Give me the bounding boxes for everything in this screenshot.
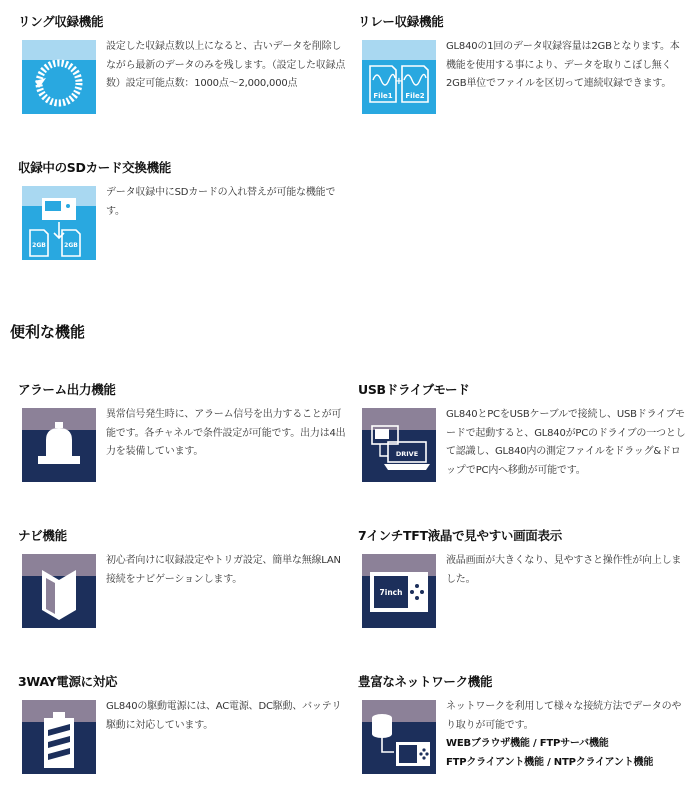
feature-title: ナビ機能	[18, 528, 67, 543]
ring-recording-icon	[22, 40, 96, 114]
alarm-bell-icon	[22, 408, 96, 482]
seven-inch-label: 7inch	[379, 588, 403, 597]
network-desc-text: ネットワークを利用して様々な接続方法でデータのやり取りが可能です。	[446, 701, 682, 731]
feature-description: GL840とPCをUSBケーブルで接続し、USBドライブモードで起動すると、GL840がPCのドライブの一つとして認識し、GL840内の測定ファイルをドラッグ&ドロップでPC内へ移動が可能です。	[446, 409, 686, 476]
svg-text:+: +	[394, 76, 404, 87]
feature-description: 異常信号発生時に、アラーム信号を出力することが可能です。各チャネルで条件設定が可能です。出力は4出力を装備しています。	[106, 409, 346, 457]
feature-title: 豊富なネットワーク機能	[358, 674, 493, 689]
usb-drive-icon	[362, 408, 436, 482]
sd-card-label: 2GB	[32, 242, 46, 249]
battery-icon	[22, 700, 96, 774]
file2-label: File2	[405, 92, 425, 100]
feature-description: GL840の駆動電源には、AC電源、DC駆動、バッテリ駆動に対応しています。	[106, 701, 342, 731]
feature-description: 液晶画面が大きくなり、見やすさと操作性が向上しました。	[446, 555, 682, 585]
drive-label: DRIVE	[395, 450, 419, 458]
navi-book-icon	[22, 554, 96, 628]
feature-title: USBドライブモード	[358, 382, 470, 397]
feature-description: GL840の1回のデータ収録容量は2GBとなります。本機能を使用する事により、データを取りこぼし無く2GB単位でファイルを区切って連続収録できます。	[446, 41, 680, 89]
feature-title: 3WAY電源に対応	[18, 674, 118, 689]
section-title: 便利な機能	[10, 323, 86, 341]
network-functions-line1: WEBブラウザ機能 / FTPサーバ機能	[446, 738, 609, 749]
feature-description	[446, 698, 686, 772]
network-functions-line2: FTPクライアント機能 / NTPクライアント機能	[446, 756, 654, 768]
feature-title: アラーム出力機能	[18, 382, 116, 397]
feature-title: 収録中のSDカード交換機能	[18, 160, 171, 175]
feature-title: リレー収録機能	[358, 14, 444, 29]
sd-card-label: 2GB	[64, 242, 78, 249]
sd-card-swap-icon	[22, 186, 96, 260]
feature-description: 設定した収録点数以上になると、古いデータを削除しながら最新のデータのみを残します。（設定した収録点数）設定可能点数：1000点～2,000,000点	[106, 41, 346, 89]
network-icon	[362, 700, 436, 774]
feature-title: 7インチTFT液晶で見やすい画面表示	[358, 528, 562, 543]
relay-recording-icon	[362, 40, 436, 114]
feature-description: 初心者向けに収録設定やトリガ設定、簡単な無線LAN接続をナビゲーションします。	[106, 555, 341, 585]
file1-label: File1	[373, 92, 393, 100]
feature-title: リング収録機能	[18, 14, 104, 29]
tft-display-icon	[362, 554, 436, 628]
feature-description: データ収録中にSDカードの入れ替えが可能な機能です。	[106, 187, 336, 217]
